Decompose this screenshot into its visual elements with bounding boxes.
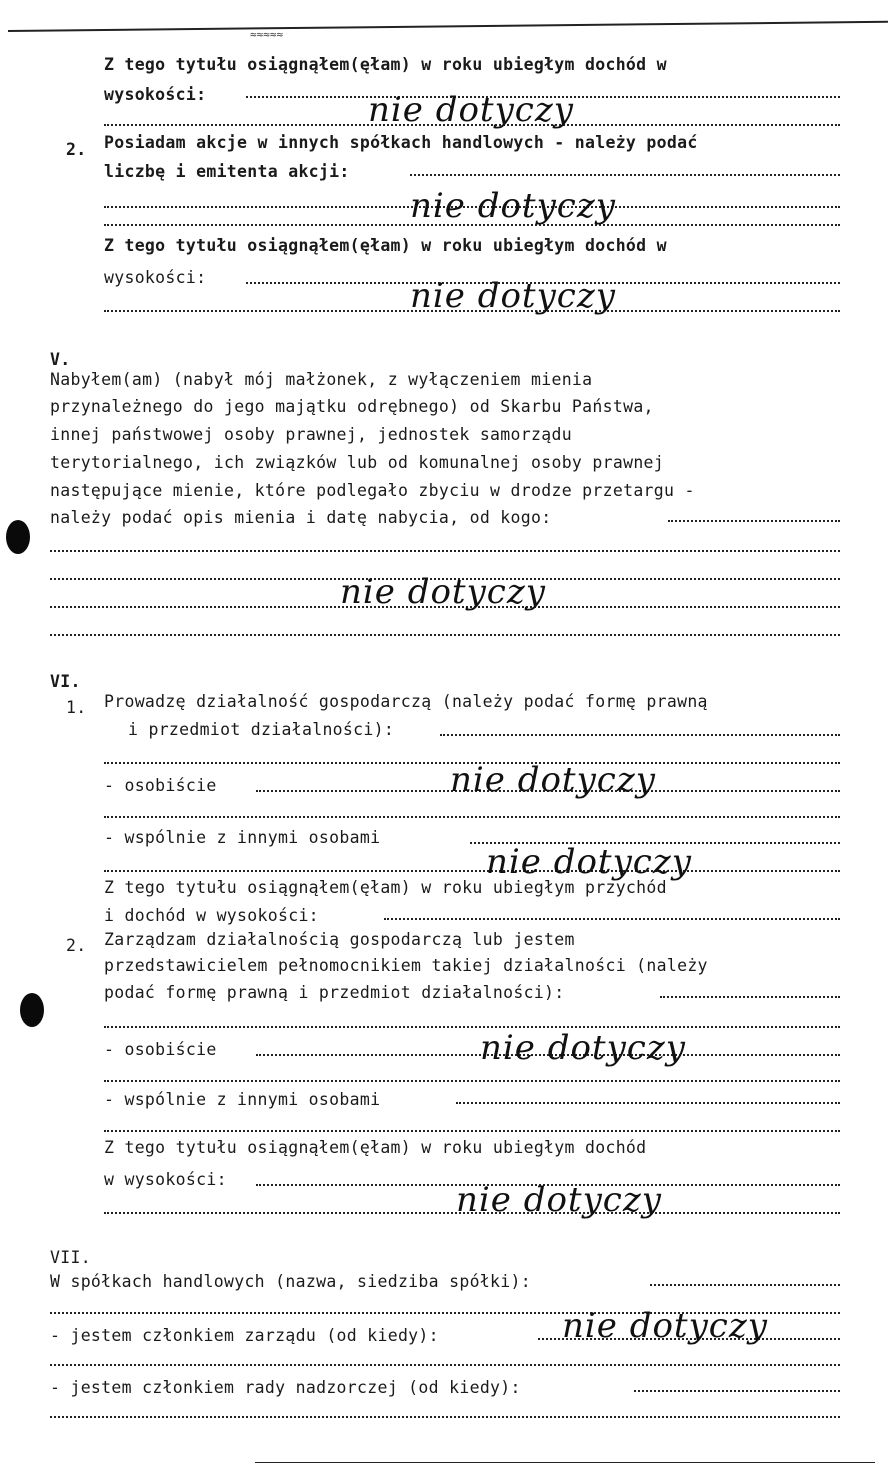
dotted-line <box>660 996 840 998</box>
vi-item-1-jointly: - wspólnie z innymi osobami <box>104 828 381 847</box>
handwritten-not-applicable: nie dotyczy <box>340 572 546 612</box>
vi-item-2-number: 2. <box>66 936 87 955</box>
iv-item-2-number: 2. <box>66 140 87 159</box>
top-rule <box>8 21 888 32</box>
dotted-line <box>50 1364 840 1366</box>
dotted-line <box>634 1390 840 1392</box>
punch-hole-2 <box>20 993 44 1027</box>
dotted-line <box>104 870 840 872</box>
handwritten-not-applicable: nie dotyczy <box>368 90 574 130</box>
vi-item-1-income-line: Z tego tytułu osiągnąłem(ęłam) w roku ubiegłym przychód <box>104 878 667 897</box>
vi-item-1-line-1: Prowadzę działalność gospodarczą (należy podać formę prawną <box>104 692 708 711</box>
iv-amount-label: wysokości: <box>104 85 207 104</box>
section-vii-board-member: - jestem członkiem zarządu (od kiedy): <box>50 1326 439 1345</box>
handwritten-not-applicable: nie dotyczy <box>456 1180 662 1220</box>
iv-item-2-income-line: Z tego tytułu osiągnąłem(ęłam) w roku ubiegłym dochód w <box>104 236 667 255</box>
vi-item-2-line-3: podać formę prawną i przedmiot działalności): <box>104 983 565 1002</box>
handwritten-not-applicable: nie dotyczy <box>450 760 656 800</box>
dotted-line <box>50 550 840 552</box>
handwritten-not-applicable: nie dotyczy <box>480 1028 686 1068</box>
vi-item-2-jointly: - wspólnie z innymi osobami <box>104 1090 381 1109</box>
section-vi-heading: VI. <box>50 672 81 691</box>
section-vii-heading: VII. <box>50 1248 91 1267</box>
dotted-line <box>50 634 840 636</box>
vi-item-2-line-1: Zarządzam działalnością gospodarczą lub jestem <box>104 930 575 949</box>
section-v-line-3: innej państwowej osoby prawnej, jednostek samorządu <box>50 425 572 444</box>
vi-item-2-amount-label: w wysokości: <box>104 1170 227 1189</box>
section-v-line-6: należy podać opis mienia i datę nabycia, od kogo: <box>50 508 552 527</box>
section-v-line-4: terytorialnego, ich związków lub od komunalnej osoby prawnej <box>50 453 665 472</box>
dotted-line <box>104 816 840 818</box>
iv-item-2-amount-label: wysokości: <box>104 268 207 287</box>
handwritten-not-applicable: nie dotyczy <box>562 1306 768 1346</box>
dotted-line <box>384 918 840 920</box>
iv-income-line: Z tego tytułu osiągnąłem(ęłam) w roku ubiegłym dochód w <box>104 55 667 74</box>
dotted-line <box>104 1080 840 1082</box>
iv-item-2-line-1: Posiadam akcje w innych spółkach handlowych - należy podać <box>104 133 698 152</box>
dotted-line <box>104 1026 840 1028</box>
dotted-line <box>440 734 840 736</box>
handwritten-not-applicable: nie dotyczy <box>486 842 692 882</box>
section-v-line-5: następujące mienie, które podlegało zbyciu w drodze przetargu - <box>50 481 695 500</box>
vi-item-1-number: 1. <box>66 698 87 717</box>
bottom-rule <box>255 1462 875 1463</box>
dotted-line <box>410 174 840 176</box>
dotted-line <box>668 520 840 522</box>
punch-hole-1 <box>6 520 30 554</box>
dotted-line <box>650 1284 840 1286</box>
scan-specks: ≈≈≈≈≈ <box>250 28 284 41</box>
vi-item-1-amount-label: i dochód w wysokości: <box>104 906 319 925</box>
vi-item-2-line-2: przedstawicielem pełnomocnikiem takiej działalności (należy <box>104 956 708 975</box>
dotted-line <box>104 1130 840 1132</box>
section-vii-supervisory-member: - jestem członkiem rady nadzorczej (od kiedy): <box>50 1378 521 1397</box>
vi-item-2-personally: - osobiście <box>104 1040 217 1059</box>
dotted-line <box>456 1102 840 1104</box>
dotted-line <box>50 1416 840 1418</box>
handwritten-not-applicable: nie dotyczy <box>410 186 616 226</box>
iv-item-2-line-2: liczbę i emitenta akcji: <box>104 162 350 181</box>
vi-item-1-personally: - osobiście <box>104 776 217 795</box>
section-v-heading: V. <box>50 350 71 369</box>
section-v-line-2: przynależnego do jego majątku odrębnego) od Skarbu Państwa, <box>50 397 654 416</box>
vi-item-1-line-2: i przedmiot działalności): <box>128 720 395 739</box>
section-v-line-1: Nabyłem(am) (nabył mój małżonek, z wyłączeniem mienia <box>50 370 593 389</box>
section-vii-line-1: W spółkach handlowych (nazwa, siedziba spółki): <box>50 1272 531 1291</box>
handwritten-not-applicable: nie dotyczy <box>410 276 616 316</box>
vi-item-2-income-line: Z tego tytułu osiągnąłem(ęłam) w roku ubiegłym dochód <box>104 1138 647 1157</box>
